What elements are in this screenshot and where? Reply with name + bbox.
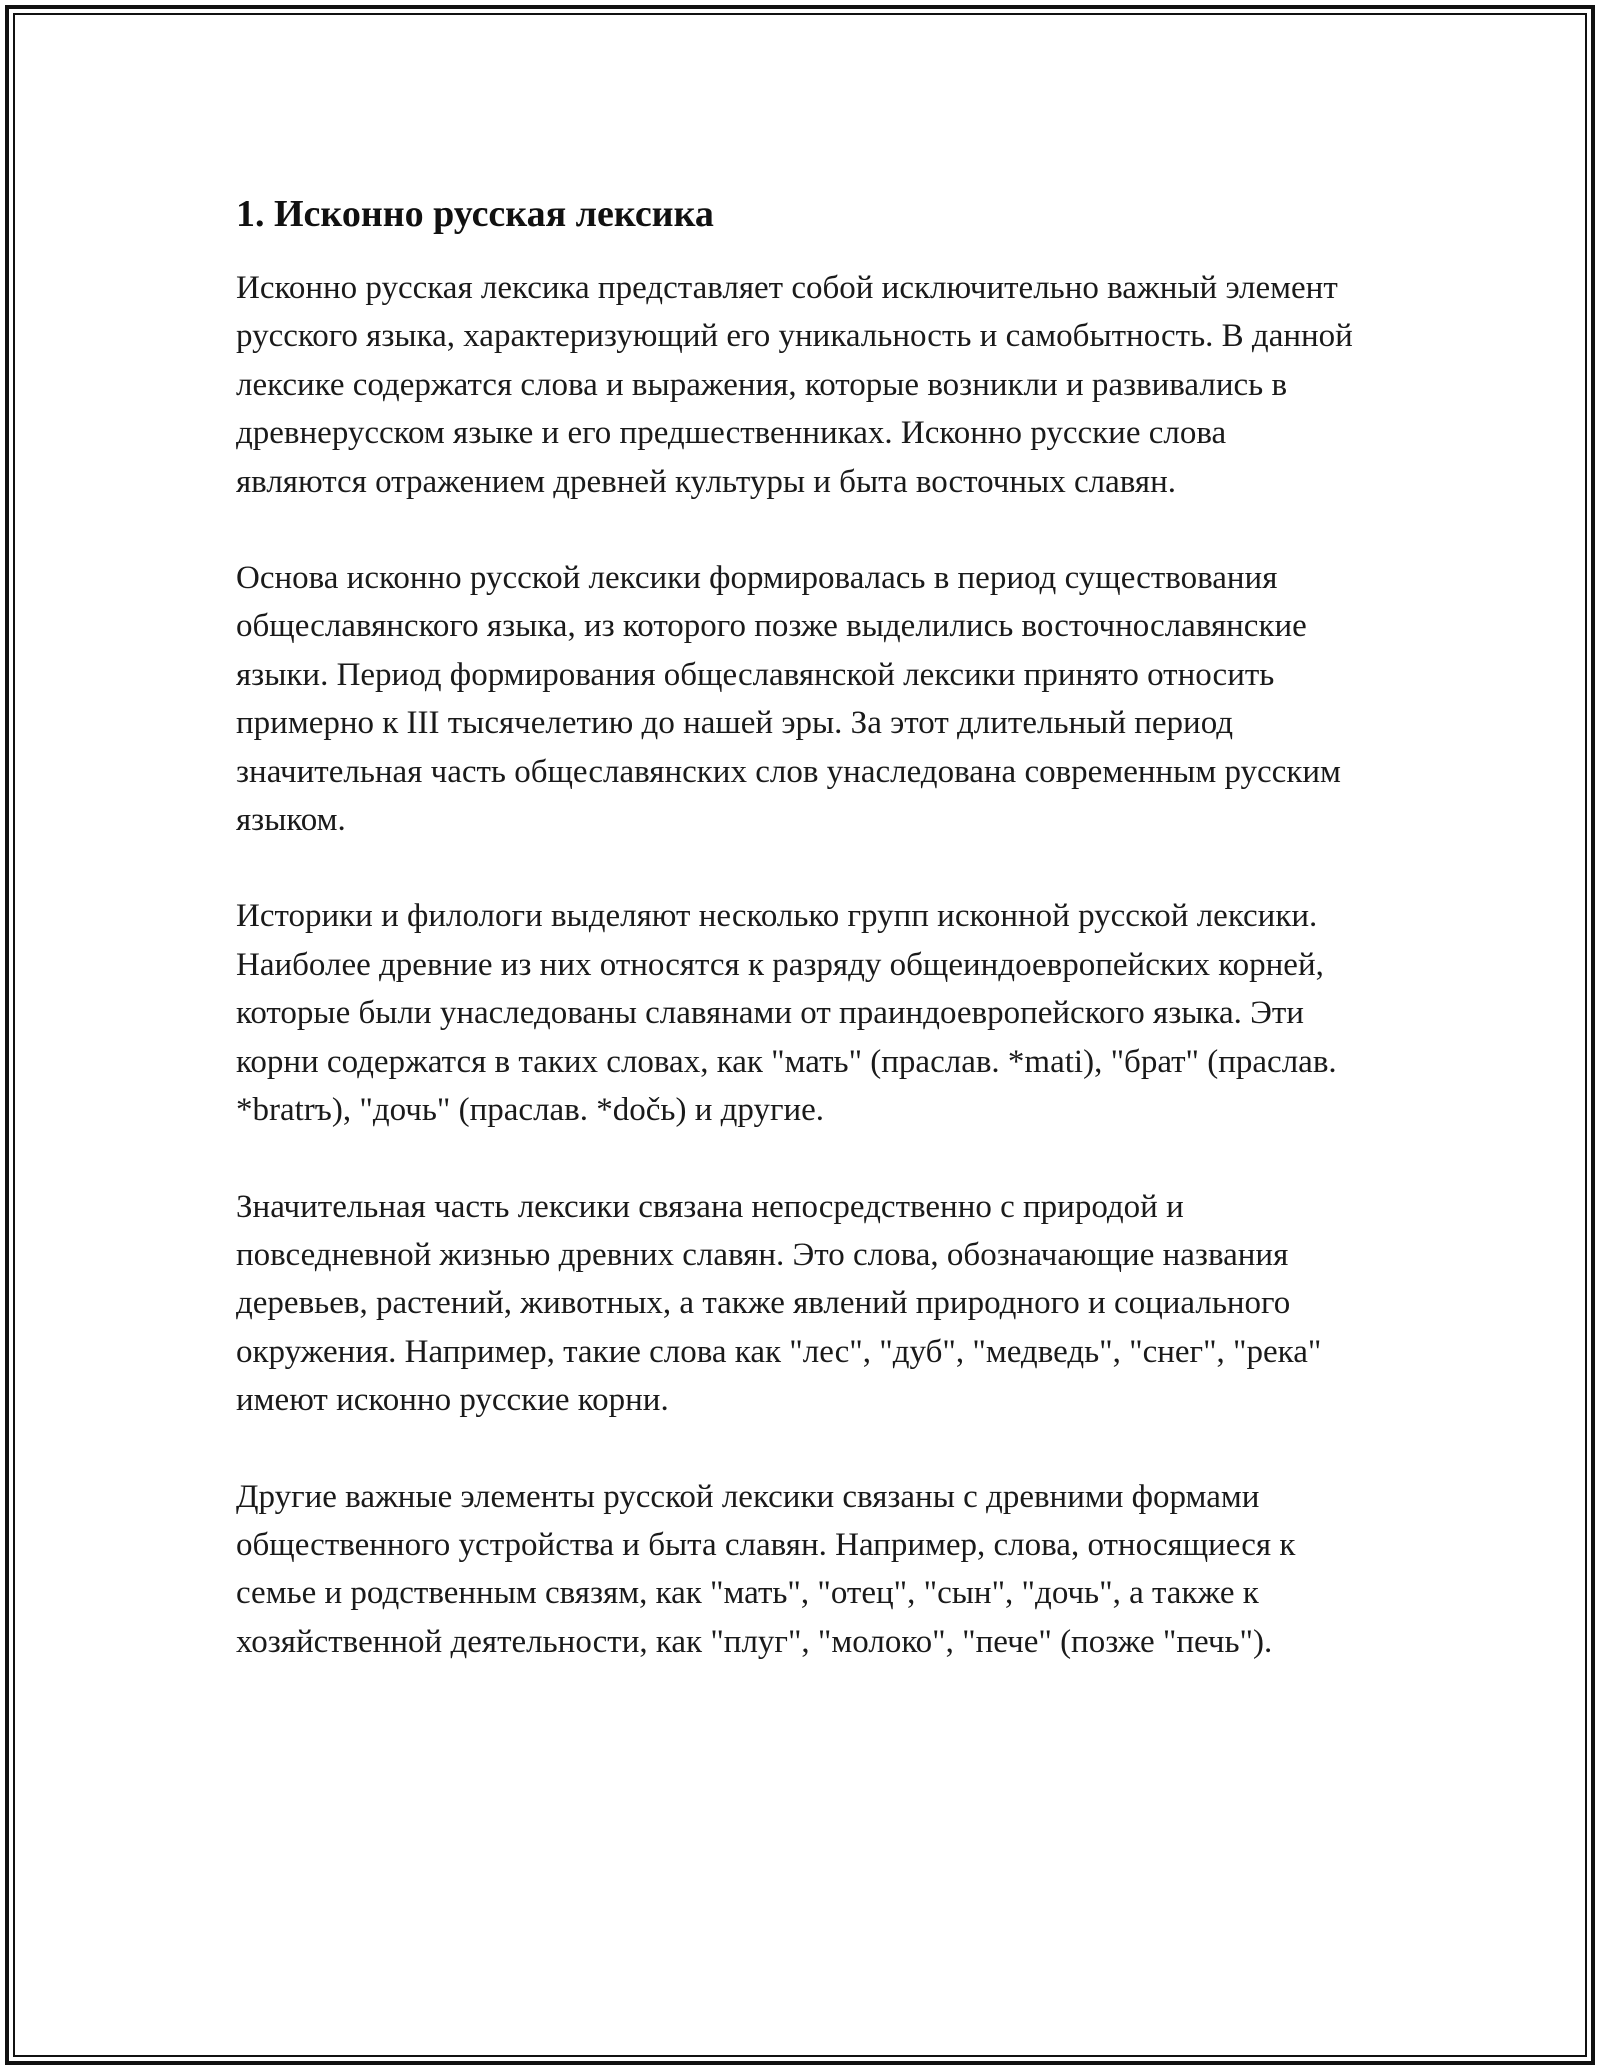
paragraph-2: Основа исконно русской лексики формировалась в период существования общеславянского языка, из которого позже выделились восточнославянские языки. Период формирования общеславянской лексики принято относить примерно к III тысячелетию до нашей эры. За этот длительный период значительная часть общеславянских слов унаследована современным русским языком. [236, 560, 1341, 839]
paragraph-4: Значительная часть лексики связана непосредственно с природой и повседневной жизнью древних славян. Это слова, обозначающие названия деревьев, растений, животных, а также явлений природного и социального окружения. Например, такие слова как "лес", "дуб", "медведь", "снег", "река" имеют исконно русские корни. [236, 1188, 1322, 1419]
paragraph-1: Исконно русская лексика представляет собой исключительно важный элемент русского языка, характеризующий его уникальность и самобытность. В данной лексике содержатся слова и выражения, которые возникли и развивались в древнерусском языке и его предшественниках. Исконно русские слова являются отражением древней культуры и быта восточных славян. [236, 270, 1353, 500]
paragraph-5: Другие важные элементы русской лексики связаны с древними формами общественного устройства и быта славян. Например, слова, относящиеся к семье и родственным связям, как "мать", "отец", "сын", "дочь", а также к хозяйственной деятельности, как "плуг", "молоко", "пече" (позже "печь"). [236, 1478, 1296, 1660]
section-title: 1. Исконно русская лексика [236, 193, 714, 235]
paragraph-3: Историки и филологи выделяют несколько групп исконной русской лексики. Наиболее древние из них относятся к разряду общеиндоевропейских корней, которые были унаследованы славянами от праиндоевропейского языка. Эти корни содержатся в таких словах, как "мать" (праслав. *mati), "брат" (праслав. *bratrъ), "дочь" (праслав. *dočь) и другие. [236, 898, 1337, 1129]
document-body [236, 186, 1356, 1714]
